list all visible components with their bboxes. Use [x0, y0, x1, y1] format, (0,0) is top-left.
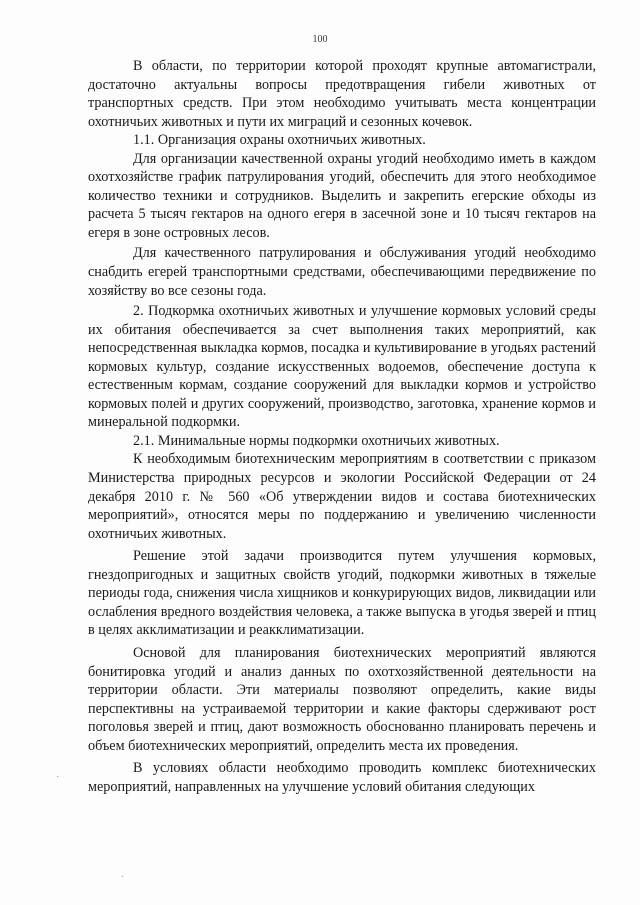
- section-heading-1-1: 1.1. Организация охраны охотничьих животных.: [133, 132, 426, 149]
- page-number: 100: [312, 34, 328, 45]
- document-body: [88, 57, 596, 796]
- paragraph-task-solution: Решение этой задачи производится путем улучшения кормовых, гнездопригодных и защитных свойств угодий, подкормки животных в тяжелые периоды года, снижения числа хищников и конкурирующих видов, ликвидации или ослабления вредного воздействия человека, а также выпуска в угодья зверей и птиц в целях акклиматизации и реакклиматизации.: [88, 548, 596, 639]
- paragraph-planning-basis: Основой для планирования биотехнических мероприятий являются бонитировка угодий и анализ данных по охотхозяйственной деятельности на территории области. Эти материалы позволяют определить, какие виды перспективны на устраиваемой территории и какие факторы сдерживают рост поголовья зверей и птиц, дают возможность обоснованно планировать перечень и объем биотехнических мероприятий, определить места их проведения.: [88, 644, 596, 754]
- paragraph-order-560: К необходимым биотехническим мероприятиям в соответствии с приказом Министерства природных ресурсов и экологии Российской Федерации от 24 декабря 2010 г. № 560 «Об утверждении видов и состава биотехнических мероприятий», относятся меры по поддержанию и увеличению численности охотничьих животных.: [88, 451, 596, 542]
- paragraph-region-conditions: В условиях области необходимо проводить комплекс биотехнических мероприятий, направленных на улучшение условий обитания следующих: [88, 760, 596, 795]
- margin-scan-mark: ·: [56, 772, 60, 783]
- paragraph-patrol-transport: Для качественного патрулирования и обслуживания угодий необходимо снабдить егерей транспортными средствами, обеспечивающими передвижение по хозяйству во все сезоны года.: [88, 245, 596, 299]
- paragraph-highways: В области, по территории которой проходят крупные автомагистрали, достаточно актуальны вопросы предотвращения гибели животных от транспортных средств. При этом необходимо учитывать места концентрации охотничьих животных и пути их миграций и сезонных кочевок.: [88, 58, 596, 130]
- section-heading-2-1: 2.1. Минимальные нормы подкормки охотничьих животных.: [133, 432, 500, 449]
- paragraph-feeding: 2. Подкормка охотничьих животных и улучшение кормовых условий среды их обитания обеспечивается за счет выполнения таких мероприятий, как непосредственная выкладка кормов, посадка и культивирование в угодьях растений кормовых культур, создание искусственных водоемов, обеспечение доступа к естественным кормам, создание сооружений для выкладки кормов и устройство кормовых полей и других сооружений, производство, заготовка, хранение кормов и минеральной подкормки.: [88, 303, 596, 431]
- margin-scan-mark: ·: [121, 872, 125, 883]
- paragraph-patrol-schedule: Для организации качественной охраны угодий необходимо иметь в каждом охотхозяйстве график патрулирования угодий, обеспечить для этого необходимое количество техники и сотрудников. Выделить и закрепить егерские обходы из расчета 5 тысяч гектаров на одного егеря в засечной зоне и 10 тысяч гектаров на егеря в зоне островных лесов.: [88, 150, 596, 241]
